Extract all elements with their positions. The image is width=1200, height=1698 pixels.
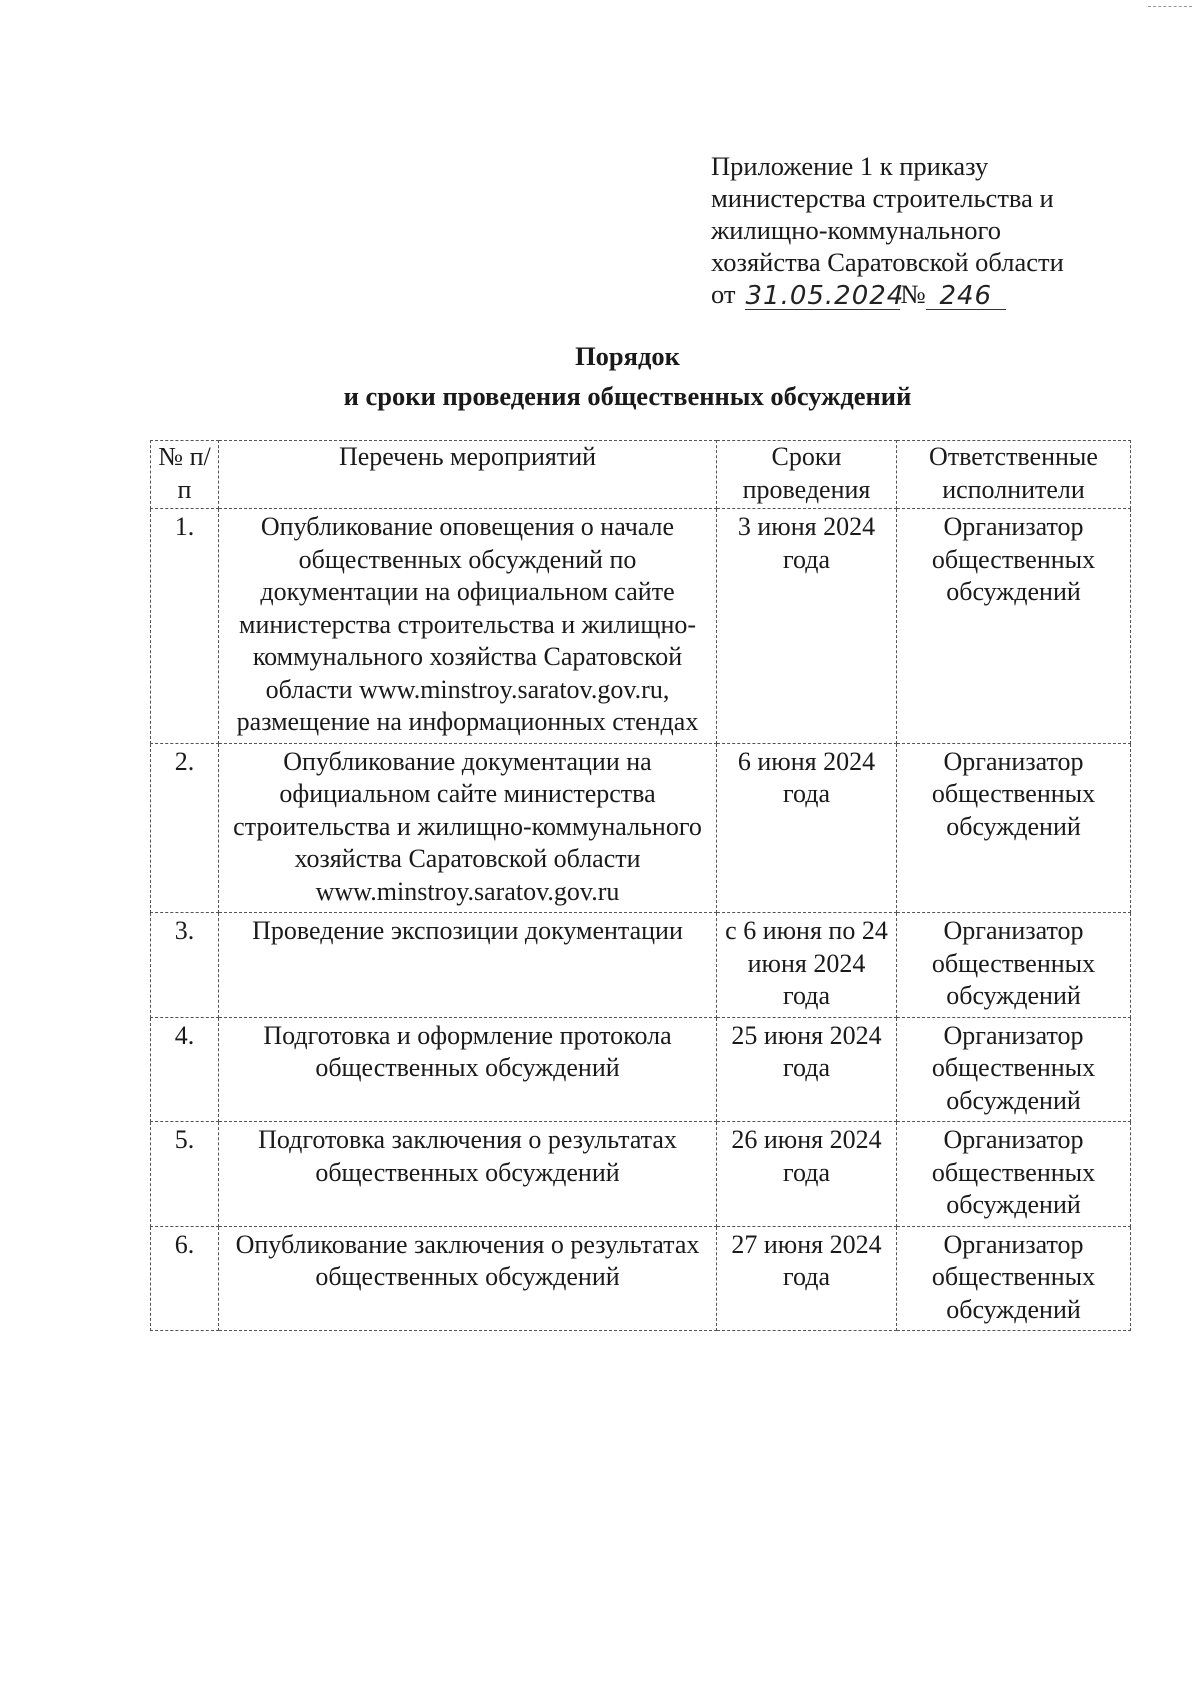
row-date: 6 июня 2024 года <box>717 743 897 913</box>
row-date: 25 июня 2024 года <box>717 1017 897 1122</box>
row-num: 5. <box>151 1122 219 1227</box>
row-date: с 6 июня по 24 июня 2024 года <box>717 913 897 1018</box>
row-num: 1. <box>151 509 219 744</box>
row-activity: Проведение экспозиции документации <box>219 913 717 1018</box>
row-num: 6. <box>151 1226 219 1331</box>
appendix-header <box>711 150 1131 310</box>
order-date-line <box>711 278 1131 310</box>
row-date: 3 июня 2024 года <box>717 509 897 744</box>
row-num: 3. <box>151 913 219 1018</box>
header-num: № п/п <box>151 441 219 509</box>
table-row <box>151 1017 1131 1122</box>
document-subtitle: и сроки проведения общественных обсуждений <box>343 381 912 411</box>
scan-artifact <box>1148 6 1192 11</box>
appendix-line-2: министерства строительства и <box>711 183 1054 213</box>
row-num: 2. <box>151 743 219 913</box>
row-responsible: Организатор общественных обсуждений <box>897 1017 1131 1122</box>
appendix-line-4: хозяйства Саратовской области <box>711 247 1064 277</box>
handwritten-date: 31.05.2024 <box>745 281 905 311</box>
date-prefix: от <box>711 279 736 309</box>
row-activity: Опубликование заключения о результатах общественных обсуждений <box>219 1226 717 1331</box>
table-header-row <box>151 441 1131 509</box>
row-responsible: Организатор общественных обсуждений <box>897 1122 1131 1227</box>
header-date: Сроки проведения <box>717 441 897 509</box>
row-activity: Опубликование оповещения о начале общественных обсуждений по документации на официальном сайте министерства строительства и жилищно-коммунального хозяйства Саратовской области www.minstroy.saratov.gov.ru, размещение на информационных стендах <box>219 509 717 744</box>
row-responsible: Организатор общественных обсуждений <box>897 743 1131 913</box>
handwritten-number: 246 <box>926 283 1006 310</box>
row-responsible: Организатор общественных обсуждений <box>897 1226 1131 1331</box>
header-responsible: Ответственные исполнители <box>897 441 1131 509</box>
row-date: 26 июня 2024 года <box>717 1122 897 1227</box>
table-row <box>151 509 1131 744</box>
appendix-line-1: Приложение 1 к приказу <box>711 151 989 181</box>
document-title: Порядок <box>575 341 680 371</box>
table-row <box>151 1226 1131 1331</box>
appendix-line-3: жилищно-коммунального <box>711 215 1001 245</box>
row-activity: Подготовка заключения о результатах общественных обсуждений <box>219 1122 717 1227</box>
row-responsible: Организатор общественных обсуждений <box>897 913 1131 1018</box>
row-num: 4. <box>151 1017 219 1122</box>
row-activity: Опубликование документации на официальном сайте министерства строительства и жилищно-коммунального хозяйства Саратовской области www.minstroy.saratov.gov.ru <box>219 743 717 913</box>
header-activity: Перечень мероприятий <box>219 441 717 509</box>
number-sign: № <box>900 279 926 309</box>
row-responsible: Организатор общественных обсуждений <box>897 509 1131 744</box>
table-row <box>151 1122 1131 1227</box>
row-date: 27 июня 2024 года <box>717 1226 897 1331</box>
row-activity: Подготовка и оформление протокола общественных обсуждений <box>219 1017 717 1122</box>
table-row <box>151 913 1131 1018</box>
events-table <box>150 440 1131 1331</box>
table-row <box>151 743 1131 913</box>
